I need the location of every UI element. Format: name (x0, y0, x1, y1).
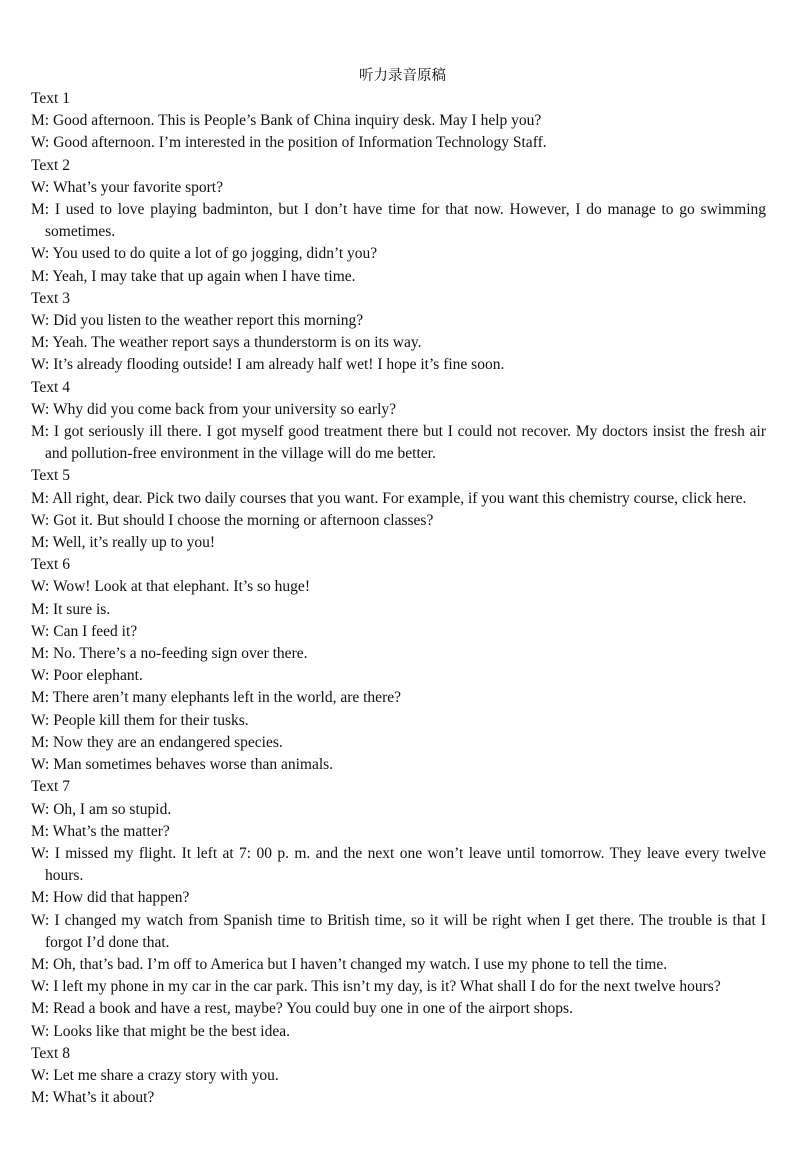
dialogue-line: W: Got it. But should I choose the morning or afternoon classes? (31, 511, 434, 529)
page-title: 听力录音原稿 (359, 68, 446, 84)
dialogue-line: W: I left my phone in my car in the car park. This isn’t my day, is it? What shall I do for the next twelve hours? (31, 978, 721, 996)
dialogue-line: W: Why did you come back from your university so early? (31, 400, 397, 418)
dialogue-line: M: How did that happen? (31, 889, 190, 907)
dialogue-line: M: What’s it about? (31, 1089, 155, 1107)
section-heading: Text 2 (31, 156, 70, 174)
dialogue-line: M: Yeah, I may take that up again when I have time. (31, 267, 356, 285)
section-heading: Text 3 (31, 289, 70, 307)
dialogue-line: W: Wow! Look at that elephant. It’s so huge! (31, 578, 310, 596)
section-heading: Text 4 (31, 378, 70, 396)
dialogue-line: W: Did you listen to the weather report this morning? (31, 312, 364, 330)
dialogue-line: M: Oh, that’s bad. I’m off to America but I haven’t changed my watch. I use my phone to tell the time. (31, 955, 668, 973)
dialogue-line: W: People kill them for their tusks. (31, 711, 249, 729)
dialogue-line: W: Man sometimes behaves worse than animals. (31, 756, 334, 774)
dialogue-line: W: Good afternoon. I’m interested in the position of Information Technology Staff. (31, 134, 547, 152)
section-heading: Text 7 (31, 778, 70, 796)
dialogue-line: M: Read a book and have a rest, maybe? You could buy one in one of the airport shops. (31, 1000, 573, 1018)
section-heading: Text 5 (31, 467, 70, 485)
dialogue-line: W: Looks like that might be the best idea. (31, 1022, 290, 1040)
dialogue-line: W: Oh, I am so stupid. (31, 800, 172, 818)
dialogue-line: M: All right, dear. Pick two daily courses that you want. For example, if you want this chemistry course, click here. (31, 489, 747, 507)
dialogue-line: M: Good afternoon. This is People’s Bank of China inquiry desk. May I help you? (31, 112, 542, 130)
dialogue-line: W: What’s your favorite sport? (31, 178, 223, 196)
dialogue-line: M: Well, it’s really up to you! (31, 534, 216, 552)
dialogue-line: M: No. There’s a no-feeding sign over there. (31, 645, 308, 663)
transcript-body (31, 88, 766, 1109)
dialogue-line: W: Let me share a crazy story with you. (31, 1066, 279, 1084)
dialogue-line: M: There aren’t many elephants left in the world, are there? (31, 689, 401, 707)
dialogue-line: W: It’s already flooding outside! I am already half wet! I hope it’s fine soon. (31, 356, 505, 374)
dialogue-line: W: Poor elephant. (31, 667, 143, 685)
dialogue-line: M: I got seriously ill there. I got myself good treatment there but I could not recover. My doctors insist the fresh air and pollution-free environment in the village will do me better. (31, 423, 766, 463)
dialogue-line: W: I missed my flight. It left at 7: 00 p. m. and the next one won’t leave until tomorrow. They leave every twelve hours. (31, 844, 766, 885)
section-heading: Text 1 (31, 90, 70, 107)
dialogue-line: M: Now they are an endangered species. (31, 733, 283, 751)
dialogue-line: W: Can I feed it? (31, 622, 138, 640)
dialogue-line: M: Yeah. The weather report says a thunderstorm is on its way. (31, 334, 422, 352)
dialogue-line: M: I used to love playing badminton, but I don’t have time for that now. However, I do manage to go swimming sometimes. (31, 201, 766, 241)
dialogue-line: M: It sure is. (31, 600, 111, 618)
dialogue-line: W: I changed my watch from Spanish time to British time, so it will be right when I get there. The trouble is that I forgot I’d done that. (31, 911, 766, 951)
section-heading: Text 8 (31, 1044, 70, 1062)
dialogue-line: M: What’s the matter? (31, 822, 170, 840)
section-heading: Text 6 (31, 556, 70, 574)
dialogue-line: W: You used to do quite a lot of go jogging, didn’t you? (31, 245, 378, 263)
